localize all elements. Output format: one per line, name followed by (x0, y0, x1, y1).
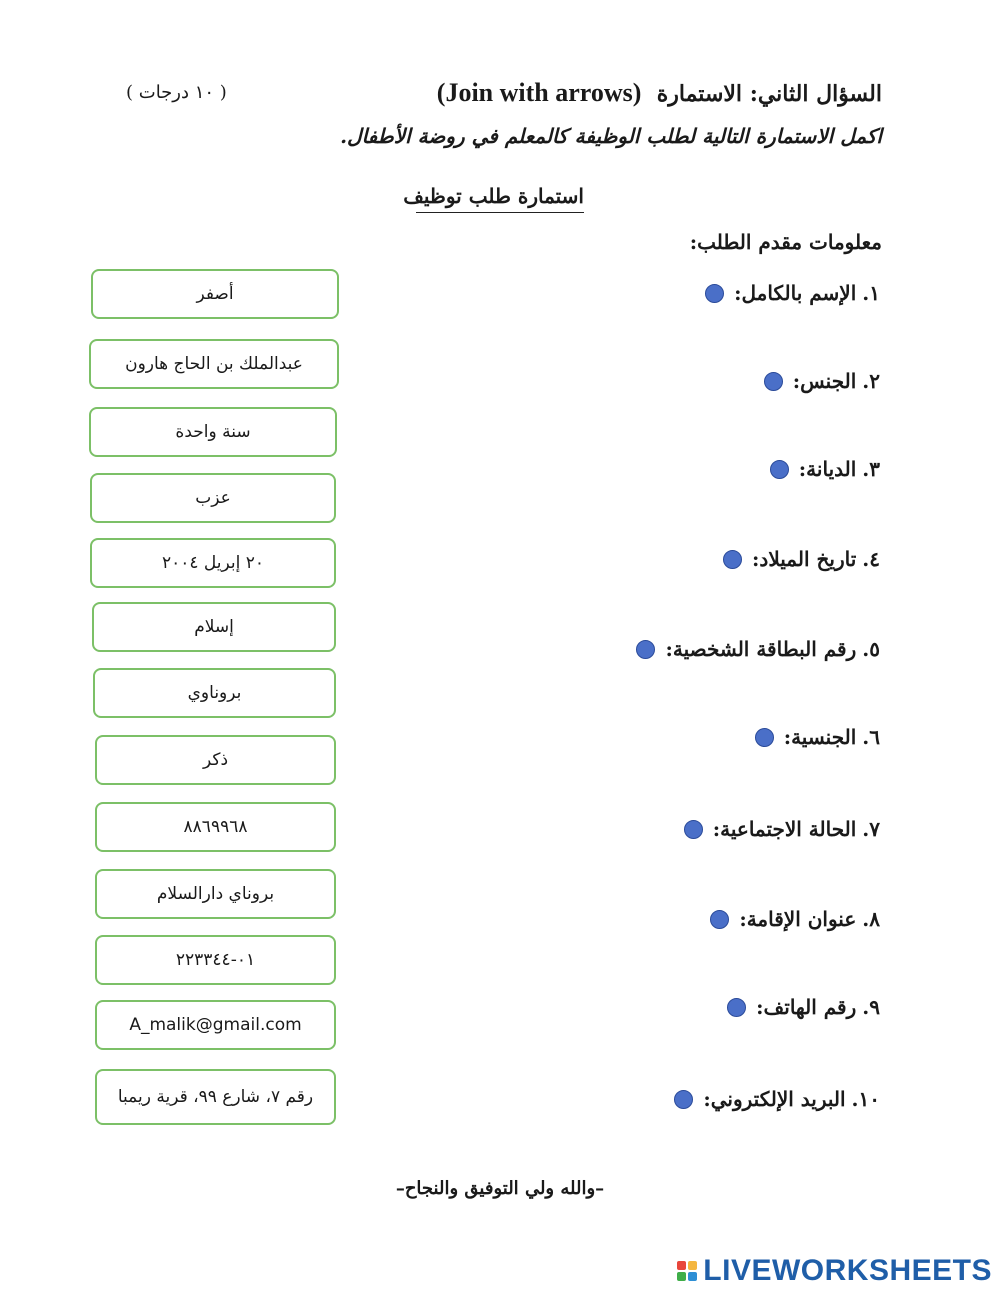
logo-squares-icon (677, 1261, 697, 1281)
section-title: معلومات مقدم الطلب: (689, 230, 882, 254)
connector-dot[interactable] (755, 728, 774, 747)
item-label: رقم الهاتف: (756, 995, 857, 1019)
answer-box[interactable]: ٢٠ إبريل ٢٠٠٤ (90, 538, 336, 588)
form-item (710, 902, 880, 936)
logo-square (688, 1261, 697, 1270)
item-label: تاريخ الميلاد: (752, 547, 857, 571)
marks-label: ( ١٠ درجات ) (126, 82, 227, 103)
form-item (705, 276, 880, 310)
answer-box[interactable]: ٨٨٦٩٩٦٨ (95, 802, 336, 852)
answer-box[interactable]: ذكر (95, 735, 336, 785)
connector-dot[interactable] (727, 998, 746, 1017)
item-number: ٩. (862, 995, 880, 1019)
item-label: الديانة: (798, 457, 857, 481)
item-label: عنوان الإقامة: (739, 907, 857, 931)
answer-box[interactable]: A_malik@gmail.com (95, 1000, 336, 1050)
item-label: رقم البطاقة الشخصية: (665, 637, 857, 661)
item-label: الجنس: (792, 369, 857, 393)
connector-dot[interactable] (636, 640, 655, 659)
item-number: ١٠. (851, 1087, 880, 1111)
answer-box[interactable]: عبدالملك بن الحاج هارون (89, 339, 339, 389)
item-number: ١. (862, 281, 880, 305)
item-number: ٥. (862, 637, 880, 661)
connector-dot[interactable] (674, 1090, 693, 1109)
form-title: استمارة طلب توظيف (416, 184, 584, 213)
question-label: السؤال الثاني: الاستمارة (656, 81, 882, 107)
connector-dot[interactable] (764, 372, 783, 391)
answer-box[interactable]: أصفر (91, 269, 339, 319)
answer-box[interactable]: بروناي دارالسلام (95, 869, 336, 919)
item-label: الإسم بالكامل: (734, 281, 857, 305)
form-item (755, 720, 880, 754)
logo-square (677, 1272, 686, 1281)
item-label: الجنسية: (783, 725, 857, 749)
connector-dot[interactable] (723, 550, 742, 569)
form-item (770, 452, 880, 486)
item-label: البريد الإلكتروني: (703, 1087, 846, 1111)
form-item (636, 632, 880, 666)
form-item (674, 1082, 880, 1116)
connector-dot[interactable] (710, 910, 729, 929)
brand-name: LIVEWORKSHEETS (703, 1254, 992, 1287)
footer-text: –والله ولي التوفيق والنجاح– (395, 1178, 605, 1199)
item-number: ٧. (862, 817, 880, 841)
item-number: ٦. (862, 725, 880, 749)
form-item (723, 542, 880, 576)
answer-box[interactable]: رقم ٧، شارع ٩٩، قرية ريمبا (95, 1069, 336, 1125)
answer-box[interactable]: بروناوي (93, 668, 336, 718)
item-label: الحالة الاجتماعية: (712, 817, 857, 841)
form-item (727, 990, 880, 1024)
connector-dot[interactable] (684, 820, 703, 839)
logo-square (688, 1272, 697, 1281)
liveworksheets-logo (677, 1254, 992, 1288)
instruction-text: اكمل الاستمارة التالية لطلب الوظيفة كالمعلم في روضة الأطفال. (340, 124, 882, 148)
connector-dot[interactable] (770, 460, 789, 479)
logo-square (677, 1261, 686, 1270)
connector-dot[interactable] (705, 284, 724, 303)
item-number: ٤. (862, 547, 880, 571)
item-number: ٣. (862, 457, 880, 481)
item-number: ٨. (862, 907, 880, 931)
answer-box[interactable]: ٠١-٢٢٣٣٤٤ (95, 935, 336, 985)
answer-box[interactable]: عزب (90, 473, 336, 523)
item-number: ٢. (862, 369, 880, 393)
answer-box[interactable]: سنة واحدة (89, 407, 337, 457)
question-english: (Join with arrows) (436, 78, 642, 107)
form-item (684, 812, 880, 846)
form-item (764, 364, 880, 398)
answer-box[interactable]: إسلام (92, 602, 336, 652)
question-title (437, 78, 882, 108)
